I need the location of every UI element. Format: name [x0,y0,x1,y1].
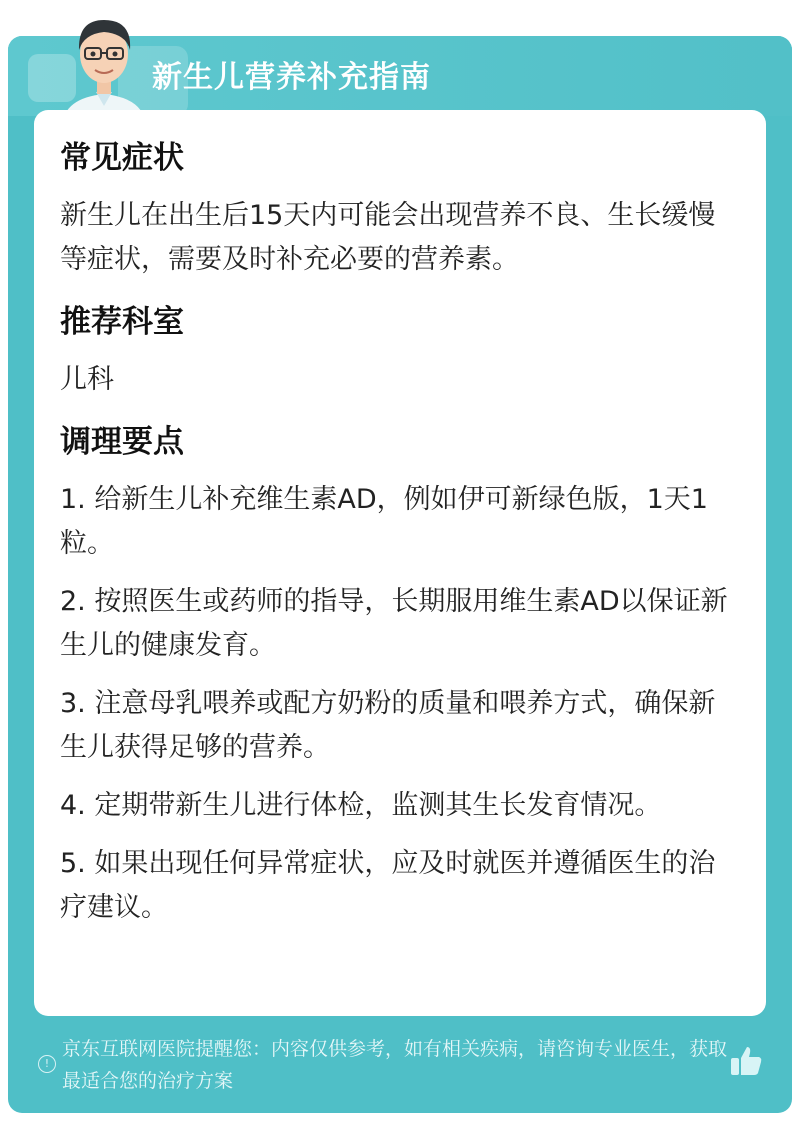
list-item: 3. 注意母乳喂养或配方奶粉的质量和喂养方式，确保新生儿获得足够的营养。 [60,688,716,763]
doctor-avatar-icon [54,6,154,126]
section-title-department: 推荐科室 [60,304,184,340]
content-card [34,110,766,1016]
list-item: 5. 如果出现任何异常症状，应及时就医并遵循医生的治疗建议。 [60,848,716,923]
page-title: 新生儿营养补充指南 [152,60,431,95]
symptoms-text: 新生儿在出生后15天内可能会出现营养不良、生长缓慢等症状，需要及时补充必要的营养素。 [60,200,716,275]
list-item: 4. 定期带新生儿进行体检，监测其生长发育情况。 [60,790,662,821]
section-title-care: 调理要点 [60,424,184,460]
section-title-symptoms: 常见症状 [60,140,184,176]
list-item: 2. 按照医生或药师的指导，长期服用维生素AD以保证新生儿的健康发育。 [60,586,728,661]
thumbs-up-icon[interactable] [728,1043,764,1079]
department-text: 儿科 [60,364,114,395]
footer-notice: 京东互联网医院提醒您：内容仅供参考，如有相关疾病，请咨询专业医生，获取最适合您的治疗方案 [62,1038,728,1092]
list-item: 1. 给新生儿补充维生素AD，例如伊可新绿色版，1天1粒。 [60,484,708,559]
guide-frame [8,36,792,1113]
footer [34,1033,774,1103]
info-icon: ! [38,1055,56,1073]
